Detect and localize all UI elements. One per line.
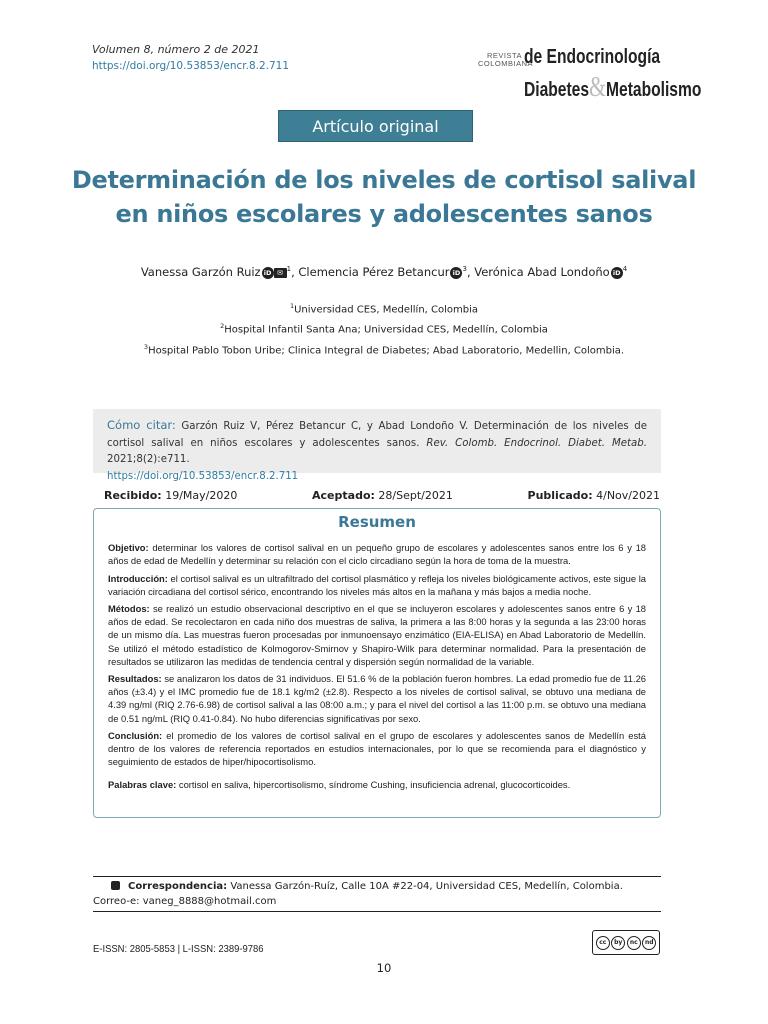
orcid-icon[interactable]: iD bbox=[262, 267, 274, 279]
correspondence: Correspondencia: Vanessa Garzón-Ruíz, Calle 10A #22-04, Universidad CES, Medellín, Colombia. Correo-e: vaneg_8888@hotmail.com bbox=[93, 881, 623, 907]
journal-logo bbox=[478, 46, 702, 103]
abstract-heading: Resumen bbox=[338, 513, 416, 531]
orcid-icon[interactable]: iD bbox=[611, 267, 623, 279]
email-link[interactable]: vaneg_8888@hotmail.com bbox=[142, 895, 277, 907]
affiliation-item: $^3$Hospital Pablo Tobon Uribe; Clinica Integral de Diabetes; Abad Laboratorio, Medellin, Colombia. bbox=[143, 342, 625, 356]
by-icon: by bbox=[611, 936, 625, 950]
received-date: Recibido: 19/May/2020 bbox=[104, 489, 238, 502]
logo-line-2: Diabetes&Metabolismo bbox=[524, 72, 702, 103]
abstract-objective: Objetivo: determinar los valores de cortisol salival en un pequeño grupo de escolares y adolescentes sanos entre los 6 y 18 años de edad de Medellín y determinar su relación con el ciclo circadiano según la hora de toma de la muestra. bbox=[108, 542, 646, 567]
citation-ref: 2021;8(2):e711. bbox=[107, 454, 190, 465]
publication-dates bbox=[104, 489, 660, 502]
doi-link[interactable]: https://doi.org/10.53853/encr.8.2.711 bbox=[92, 60, 290, 72]
abstract-methods: Métodos: se realizó un estudio observacional descriptivo en el que se incluyeron escolares y adolescentes sanos entre 6 y 18 años de edad. Se recolectaron en cada niño dos muestras de saliva, la primera a las 8:00 horas y la segunda a las 23:00 horas de un mismo día. Las muestras fueron procesadas por inmunoensayo enzimático (EIA-ELISA) en Abad Laboratorio de Medellín. Se utilizó el método estadístico de Kolmogorov-Smirnov y Shapiro-Wilk para determinar normalidad. Para la presentación de resultados se utilizaron las medidas de tendencia central y dispersión según normalidad de la variable. bbox=[108, 603, 646, 667]
citation-box bbox=[93, 409, 661, 482]
article-title: Determinación de los niveles de cortisol salival en niños escolares y adolescentes sanos bbox=[71, 166, 697, 228]
divider bbox=[93, 876, 661, 877]
author-name: Verónica Abad Londoño bbox=[474, 265, 610, 279]
affiliations bbox=[0, 298, 768, 359]
affiliation-item: $^1$Universidad CES, Medellín, Colombia bbox=[289, 302, 479, 316]
citation-journal: Rev. Colomb. Endocrinol. Diabet. Metab. bbox=[426, 437, 647, 449]
page-number: 10 bbox=[376, 961, 392, 975]
abstract-introduction: Introducción: el cortisol salival es un ultrafiltrado del cortisol plasmático y refleja los niveles biológicamente activos, este sigue la variación circadiana del cortisol sérico, encontrando los niveles más altos en la mañana y más bajos a media noche. bbox=[108, 572, 646, 597]
citation-doi-link[interactable]: https://doi.org/10.53853/encr.8.2.711 bbox=[107, 470, 299, 482]
affiliation-item: $^2$Hospital Infantil Santa Ana; Universidad CES, Medellín, Colombia bbox=[220, 322, 548, 336]
abstract-results: Resultados: se analizaron los datos de 31 individuos. El 51.6 % de la población fueron hombres. La edad promedio fue de 11.26 años (±3.4) y el IMC promedio fue de 18.1 kg/m2 (±2.8). Respecto a los niveles de cortisol salival, se obtuvo una mediana de 4.39 ng/ml (RIQ 2.76-6.98) de cortisol salival a las 08:00 a.m.; y para el nivel del cortisol a las 11:00 p.m. se obtuvo una mediana de 0.51 ng/mL (RIQ 0.41-0.84). No hubo diferencias significativas por sexo. bbox=[108, 673, 646, 724]
issue-info bbox=[92, 43, 289, 72]
published-date: Publicado: 4/Nov/2021 bbox=[527, 489, 660, 502]
logo-line-1: de Endocrinología bbox=[524, 46, 661, 68]
abstract-keywords: Palabras clave: cortisol en saliva, hipercortisolismo, síndrome Cushing, insuficiencia adrenal, glucocorticoides. bbox=[108, 779, 571, 791]
envelope-icon bbox=[111, 881, 120, 890]
abstract-box bbox=[93, 508, 661, 818]
abstract-conclusion: Conclusión: el promedio de los valores de cortisol salival en el grupo de escolares y adolescentes sanos de Medellín está dentro de los valores de referencia reportados en estudios internacionales, por lo que se recomienda para el diagnóstico y seguimiento de estados de hiper/hipocortisolismo. bbox=[108, 729, 646, 768]
author-list: Vanessa Garzón Ruiz iD ✉ $^1$, Clemencia Pérez Betancur iD $^3$, Verónica Abad Londoño iD $^4$ bbox=[140, 265, 628, 279]
logo-revista-colombiana: REVISTA COLOMBIANA bbox=[478, 51, 534, 68]
citation-label: Cómo citar: bbox=[107, 418, 176, 432]
cc-license-badge[interactable] bbox=[592, 930, 660, 955]
citation-text: Garzón Ruiz V, Pérez Betancur C, y Abad Londoño V. Determinación de los niveles de cortisol salival en niños escolares y adolescentes sanos. bbox=[107, 421, 647, 449]
volume-text: Volumen 8, número 2 de 2021 bbox=[92, 43, 260, 56]
issn-text: E-ISSN: 2805-5853 | L-ISSN: 2389-9786 bbox=[93, 943, 264, 955]
divider bbox=[93, 911, 661, 912]
accepted-date: Aceptado: 28/Sept/2021 bbox=[312, 489, 453, 502]
mail-icon[interactable]: ✉ bbox=[274, 268, 287, 278]
article-type-badge: Artículo original bbox=[278, 110, 473, 142]
nd-icon: nd bbox=[642, 936, 656, 950]
cc-icon: cc bbox=[596, 936, 610, 950]
author-name: Clemencia Pérez Betancur bbox=[298, 265, 450, 279]
author-name: Vanessa Garzón Ruiz bbox=[140, 265, 261, 279]
orcid-icon[interactable]: iD bbox=[450, 267, 462, 279]
nc-icon: nc bbox=[627, 936, 641, 950]
